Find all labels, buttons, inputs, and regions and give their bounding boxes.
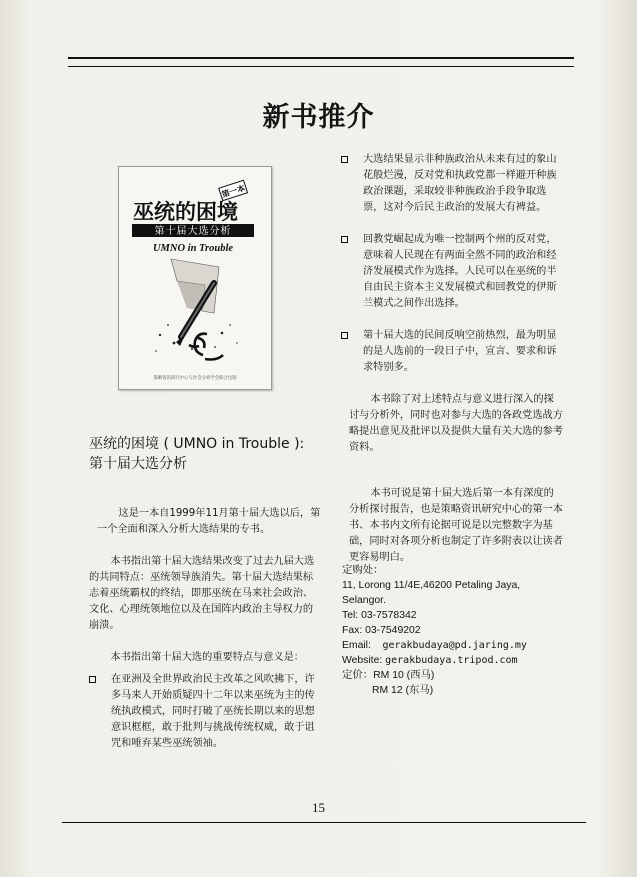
order-address-line2: Selangor. [342,595,386,606]
top-rule-thin [68,66,574,67]
bullet-square-icon [89,676,96,683]
tel-value: 03-7578342 [361,610,417,621]
order-price-2 [342,683,567,698]
price-west: RM 10 (西马) [373,670,435,681]
order-info [342,563,567,698]
bullet-text: 大选结果显示非种族政治从未来有过的象山花般烂漫，反对党和执政党都一样避开种族政治课题，采取较非种族政治手段争取选票，这对今后民主政治的发展大有裨益。 [363,154,557,213]
cover-english-title: UMNO in Trouble [152,243,234,254]
order-price-1 [342,668,567,683]
list-item [89,672,321,752]
email-link[interactable]: gerakbudaya@pd.jaring.my [382,640,527,651]
price-east: RM 12 (东马) [372,685,434,696]
order-email [342,638,567,653]
bullet-text: 回教党崛起成为唯一控制两个州的反对党，意味着人民现在有两面全然不同的政治和经济发展模式作为选择。人民可以在巫统的半自由民主资本主义发展模式和回教党的伊斯兰模式之间作出选择。 [363,234,557,309]
paragraph-analysis: 本书除了对上述特点与意义进行深入的探讨与分析外，同时也对参与大选的各政党选战方略提出意见及批评以及提供大量有关大选的参考资料。 [349,394,563,453]
paragraph-features-intro: 本书指出第十届大选的重要特点与意义是： [110,652,304,663]
cover-subtitle: 第十届大选分析 [154,226,232,237]
price-label: 定价： [342,670,374,681]
right-column [341,152,563,566]
website-label: Website: [342,655,383,666]
book-heading-line2: 第十届大选分析 [89,456,187,472]
bullet-square-icon [341,332,348,339]
bullet-square-icon [341,236,348,243]
order-fax [342,623,567,638]
book-heading-line1: 巫统的困境 ( UMNO in Trouble ): [89,436,305,452]
page-title: 新书推介 [262,102,375,133]
paragraph-intro: 这是一本自1999年11月第十届大选以后，第一个全面和深入分析大选结果的专书。 [97,508,321,535]
order-address-line1: 11, Lorong 11/4E,46200 Petaling Jaya, [342,580,521,591]
fax-value: 03-7549202 [365,625,421,636]
fax-label: Fax: [342,625,363,636]
cover-title: 巫统的困境 [133,200,238,224]
book-cover-image [118,166,272,390]
page-number: 15 [312,800,325,815]
order-tel [342,608,567,623]
left-column [89,434,321,752]
email-label: Email: [342,640,371,651]
bullet-square-icon [341,156,348,163]
paragraph-depth: 本书可说是第十届大选后第一本有深度的分析探讨报告，也是策略资讯研究中心的第一本书、本书内文所有论据可说是以完整数字为基础，同时对各项分析也制定了许多附表以让读者更容易明白。 [349,488,563,563]
list-item [341,232,563,312]
order-label: 定购处： [342,565,384,576]
cover-badge [219,180,248,200]
cover-badge-text: 第一本 [220,183,247,200]
tel-label: Tel: [342,610,359,621]
paragraph-summary: 本书指出第十届大选结果改变了过去九届大选的共同特点：巫统领导族消失。第十届大选结果标志着巫统霸权的终结，即那巫统在马来社会政治、文化、心理统领地位以及在国阵内政治主导权力的崩溃。 [89,556,315,631]
list-item [341,328,563,376]
order-website [342,653,567,668]
bottom-rule [62,822,586,823]
top-rule-thick [68,57,574,59]
cover-publisher: 策略资讯研究中心与社会分析学会联合出版 [153,376,237,381]
bullet-text: 在亚洲及全世界政治民主改革之风吹拂下，许多马来人开始质疑四十二年以来巫统为主的传统执政模式，同时打破了巫统长期以来的思想意识框框，敢于批判与挑战传统权威，敢于诅咒和唾弃某些巫统领袖。 [111,674,315,749]
party-logo-icon [189,334,223,360]
broken-pen-icon [171,259,219,346]
book-heading [89,434,321,474]
website-link[interactable]: gerakbudaya.tripod.com [385,655,518,666]
list-item [341,152,563,216]
bullet-text: 第十届大选的民间反响空前热烈，最为明显的是人选前的一段日子中，宣言、要求和诉求特别多。 [363,330,557,373]
